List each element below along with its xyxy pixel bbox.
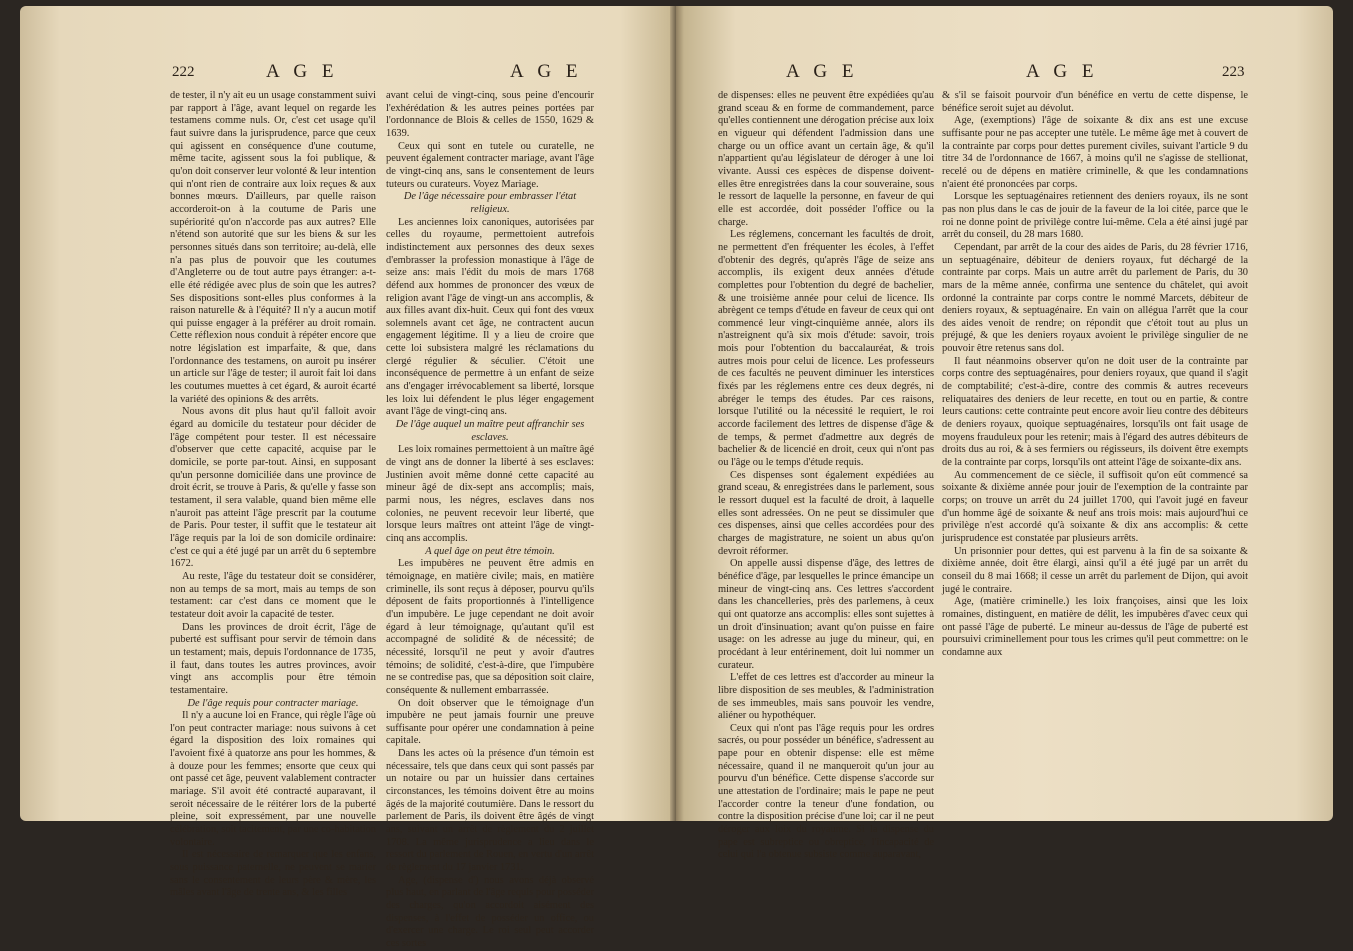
paragraph: & s'il se faisoit pourvoir d'un bénéfice en vertu de cette dispense, le bénéfice seroit sujet au dévolut. — [942, 90, 1248, 114]
paragraph: Ces dispenses sont également expédiées au grand sceau, & enregistrées dans le parlement, sous le ressort duquel est la faculté de droit, à laquelle elles sont adressées. On ne peut se dissimuler que ces dispenses, ainsi que celles accordées pour des charges de magistrature, ne soient un abus qu'on devroit réformer. — [718, 469, 934, 557]
open-book — [20, 6, 1333, 949]
paragraph: Age, (matière criminelle.) les loix françoises, ainsi que les loix romaines, distinguent, en matière de délit, les impubères d'avec ceux qui ont passé l'âge de puberté. Le mineur au-dessus de l'âge de puberté est poursuivi criminellement pour tous les crimes qu'il peut commettre: on le condamne aux — [942, 596, 1248, 658]
right-page-header — [676, 61, 1333, 88]
paragraph: Les anciennes loix canoniques, autorisées par celles du royaume, permettoient autrefois indistinctement aux personnes des deux sexes d'embrasser la profession monastique à l'âge de seize ans: mais l'édit du mois de mars 1768 défend aux hommes de prononcer des vœux de religion avant l'âge de vingt-un ans accomplis, & aux filles avant dix-huit. Ceux qui font des vœux solemnels avant cet âge, ne contractent aucun engagement légitime. Il y a lieu de croire que cette loi subsistera malgré les réclamations du clergé régulier & séculier. C'étoit une inconséquence de permettre à un enfant de seize ans d'engager irrévocablement sa liberté, lorsque les loix lui défendent le plus léger engagement avant l'âge de vingt-cinq ans. — [386, 216, 594, 418]
paragraph: Ceux qui sont en tutele ou curatelle, ne peuvent également contracter mariage, avant l'âge de vingt-cinq ans, sans le consentement de leurs tuteurs ou curateurs. Voyez Mariage. — [386, 140, 594, 190]
paragraph: Un prisonnier pour dettes, qui est parvenu à la fin de sa soixante & dixième année, doit être élargi, ainsi qu'il a été jugé par un arrêt du conseil du 8 mai 1668; il cesse un arrêt du parlement de Dijon, qui avoit jugé le contraire. — [942, 545, 1248, 595]
section-heading: De l'âge auquel un maître peut affranchir ses esclaves. — [395, 419, 585, 443]
paragraph: Il est nécessaire de remarquer que les enfans, sous puissance paternelle, ne peuvent se marier sans le consentement de leurs père & mère, les mâles avant l'âge de trente ans, & les filles — [170, 849, 376, 899]
right-page — [676, 6, 1333, 861]
paragraph: Cependant, par arrêt de la cour des aides de Paris, du 28 février 1716, un septuagénaire, débiteur de deniers royaux, fut déchargé de la contrainte par corps. Mais un autre arrêt du parlement de Paris, du 30 mars de la même année, confirma une sentence du châtelet, qui avoit ordonné la contrainte par corps contre le nommé Marcets, débiteur de deniers royaux, & septuagénaire. En vain on allégua l'arrêt que la cour des aides venoit de rendre; on répondit que c'étoit tout au plus un préjugé, & que les deniers royaux avoient le privilège singulier de ne pouvoir être retenus sans dol. — [942, 241, 1248, 355]
left-page — [20, 6, 676, 949]
running-head: A G E — [786, 61, 859, 82]
paragraph: Ceux qui n'ont pas l'âge requis pour les ordres sacrés, ou pour posséder un bénéfice, s'adressent au pape pour en obtenir dispense: elle est même nécessaire, quand il ne manqueroit qu'un jour au pourvu d'un bénéfice. Cette dispense s'accorde sur une attestation de l'ordinaire; mais le pape ne peut l'accorder contre la teneur d'une fondation, ou contre la disposition précise d'une loi; car il ne peut déroger aux loix du royaume. Si la dispense du pape est subreptice ou obreptice, l'incapacité de celui qui l'a obtenue subsiste comme auparavant, — [718, 722, 934, 861]
paragraph: Les impubères ne peuvent être admis en témoignage, en matière civile; mais, en matière criminelle, ils sont reçus à déposer, pourvu qu'ils déposent de faits proportionnés à l'intelligence d'un impubère. Le juge cependant ne doit avoir égard à leur témoignage, qu'autant qu'il est accompagné de solidité & de nécessité; de nécessité, lorsqu'il ne peut y avoir d'autres témoins; de solidité, c'est-à-dire, que l'impubère ne se contredise pas, que sa déposition soit claire, conséquente & nullement embarrassée. — [386, 558, 594, 696]
section-heading: De l'âge nécessaire pour embrasser l'état religieux. — [403, 191, 577, 215]
section-heading: De l'âge requis pour contracter mariage. — [187, 697, 359, 709]
page-number: 222 — [172, 64, 195, 80]
paragraph: L'effet de ces lettres est d'accorder au mineur la libre disposition de ses meubles, & l'administration de ses immeubles, mais sans pouvoir les vendre, aliéner ou hypothéquer. — [718, 672, 934, 722]
paragraph: Il n'y a aucune loi en France, qui règle l'âge où l'on peut contracter mariage: nous suivons à cet égard la disposition des loix romaines qui l'avoient fixé à quatorze ans pour les hommes, & à douze pour les femmes; ensorte que ceux qui ont passé cet âge, peuvent valablement contracter mariage. S'il avoit été contracté auparavant, il seroit nécessaire de le réitérer lors de la puberté pleine, soit expressément, par une nouvelle célébration, soit tacitement, par une co-habitation volontaire. — [170, 710, 376, 848]
paragraph: de dispenses: elles ne peuvent être expédiées qu'au grand sceau & en forme de commandement, parce qu'elles contiennent une dérogation précise aux loix en vigueur qui défendent l'admission dans une charge ou un office avant un certain âge, & qu'il n'appartient qu'au législateur de déroger à une loi vivante. Aussi ces espèces de dispense doivent-elles être enregistrées dans la cour souveraine, sous le ressort de laquelle la personne, en faveur de qui elle est accordée, doit posséder l'office ou la charge. — [718, 90, 934, 228]
paragraph: Dans les actes où la présence d'un témoin est nécessaire, tels que dans ceux qui sont passés par un notaire ou par un huissier dans certaines circonstances, les témoins doivent être au moins âgés de la majorité coutumière. Dans le ressort du parlement de Paris, ils doivent être âgés de vingt ans, suivant un arrêt de règlement du 2 juillet 1708. La même jurisprudence a lieu dans le ressort du parlement de Rouen, en vertu d'un arrêt de règlement du 17 janvier 1731. — [386, 748, 594, 874]
paragraph: Au commencement de ce siècle, il suffisoit qu'on eût commencé sa soixante & dixième année pour jouir de l'exemption de la contrainte par corps; on trouve un arrêt du 24 juillet 1700, qui l'avoit jugé en faveur d'un homme âgé de soixante & neuf ans trois mois: mais aujourd'hui ce privilège n'est accordé qu'à soixante & dix ans accomplis: & cette jurisprudence est constatée par plusieurs arrêts. — [942, 469, 1248, 544]
paragraph: On doit observer que le témoignage d'un impubère ne peut jamais fournir une preuve suffisante pour opérer une condamnation à peine capitale. — [386, 697, 594, 747]
text-column-left — [170, 90, 376, 899]
paragraph: Il faut néanmoins observer qu'on ne doit user de la contrainte par corps contre des septuagénaires, pour deniers royaux, que quand il s'agit de comptabilité; c'est-à-dire, contre des commis & autres receveurs reliquataires des deniers de leur recette, en tout ou en partie, & contre leurs cautions: cette contrainte peut encore avoir lieu contre des débiteurs de deniers royaux, quoique septuagénaires, lorsqu'ils ont fait usage de moyens frauduleux pour les retenir; mais à l'égard des autres débiteurs de droits dus au roi, & à ses fermiers ou régisseurs, ils doivent être exempts de la contrainte par corps, lorsqu'ils ont atteint l'âge de soixante-dix ans. — [942, 355, 1248, 469]
running-head: A G E — [510, 61, 583, 82]
paragraph: Age, (exemptions) l'âge de soixante & dix ans est une excuse suffisante pour ne pas accepter une tutèle. Le même âge met à couvert de la contrainte par corps pour dettes purement civiles, suivant l'article 9 du titre 34 de l'ordonnance de 1667, à moins qu'il ne s'agisse de stellionat, recelé ou de dépens en matière criminelle, & que les condamnations n'aient été prononcées par corps. — [942, 115, 1248, 190]
paragraph: Age, (dispense d') nous avons déjà observé plus haut, en parlant de l'âge requis pour posséder des charges, qu'on accordoit aisément des dispenses, à l'effet de posséder un office, ou d'exercer une charge. Le roi seul peut accorder ces sortes — [386, 874, 594, 949]
paragraph: Lorsque les septuagénaires retiennent des deniers royaux, ils ne sont pas non plus dans le cas de jouir de la faveur de la loi citée, parce que le roi ne donne point de privilège contre lui-même. Cela a été ainsi jugé par arrêt du conseil, du 28 mars 1680. — [942, 191, 1248, 241]
text-column-right — [386, 90, 594, 949]
paragraph: Dans les provinces de droit écrit, l'âge de puberté est suffisant pour servir de témoin dans un testament; mais, depuis l'ordonnance de 1735, il faut, dans toutes les autres provinces, avoir vingt ans accomplis pour être témoin testamentaire. — [170, 621, 376, 696]
paragraph: Au reste, l'âge du testateur doit se considérer, non au temps de sa mort, mais au temps de son testament: car c'est dans ce moment que le testateur doit avoir la capacité de tester. — [170, 570, 376, 620]
paragraph: avant celui de vingt-cinq, sous peine d'encourir l'exhérédation & les autres peines portées par l'ordonnance de Blois & celles de 1550, 1629 & 1639. — [386, 90, 594, 139]
left-page-header — [20, 61, 670, 88]
paragraph: Les réglemens, concernant les facultés de droit, ne permettent d'en fréquenter les écoles, à l'effet d'obtenir des degrés, qu'après l'âge de seize ans accomplis, ils exigent deux années d'étude complettes pour l'obtention du degré de bachelier, & une troisième année pour celui de licence. Ils abrègent ce temps d'étude en faveur de ceux qui ont commencé leur vingt-cinquième année, alors ils n'astreignent qu'à six mois d'étude: savoir, trois mois pour l'obtention du baccalauréat, & trois autres mois pour celui de licence. Les professeurs de ces facultés ne peuvent diminuer les interstices fixés par les réglemens entre ces deux degrés, ni abréger le temps des études. Par ces raisons, lorsque l'utilité ou la nécessité le requiert, le roi accorde facilement des lettres de dispense d'âge & de temps, & permet d'admettre aux degrés de bachelier & de licencié en droit, ceux qui n'ont pas ou l'âge ou le temps d'étude requis. — [718, 229, 934, 469]
text-column-left — [718, 90, 934, 861]
paragraph: Nous avons dit plus haut qu'il falloit avoir égard au domicile du testateur pour décider de l'âge compétent pour tester. Il est nécessaire d'observer que cette capacité, acquise par le domicile, se porte par-tout. Ainsi, en supposant qu'un personne domiciliée dans une province de droit écrit, se trouve à Paris, & qu'elle y fasse son testament, il sera valable, quand bien même elle n'auroit pas atteint l'âge prescrit par la coutume de Paris. Pour tester, il suffit que le testateur ait l'âge requis par la loi de son domicile ordinaire: c'est ce qui a été jugé par un arrêt du 6 septembre 1672. — [170, 406, 376, 570]
paragraph: On appelle aussi dispense d'âge, des lettres de bénéfice d'âge, par lesquelles le prince émancipe un mineur de vingt-cinq ans. Ces lettres s'accordent dans les chancelleries, près des parlemens, à ceux qui ont quatorze ans accomplis: elles sont sujettes à un droit d'insinuation; avant qu'on puisse en faire usage: on les adresse au juge du mineur, qui, en procédant à leur entérinement, doit lui nommer un curateur. — [718, 558, 934, 671]
running-head: A G E — [266, 61, 339, 82]
text-column-right — [942, 90, 1248, 820]
paragraph: de tester, il n'y ait eu un usage constamment suivi par rapport à l'âge, avant lequel on regarde les testamens comme nuls. Or, c'est cet usage qu'il faut suivre dans la jurisprudence, parce que ceux qui agissent en conséquence d'une coutume, même tacite, agissent sous la foi publique, & qu'on doit conserver leur volonté & leur intention qui n'ont rien de contraire aux loix reçues & aux bonnes mœurs. D'ailleurs, par quelle raison accorderoit-on à la coutume de Paris une supériorité qu'on n'accorde pas aux autres? Elle n'étend son autorité que sur les biens & sur les personnes situés dans son territoire; au-delà, elle n'a pas plus de pouvoir que les coutumes d'Angleterre ou de tout autre pays étranger: a-t-elle été rédigée avec plus de soin que les autres? Ses dispositions sont-elles plus conformes à la raison naturelle & à l'équité? Il n'y a aucun motif qui puisse engager à la préférer au droit romain. Cette réflexion nous conduit à répéter encore que notre législation est imparfaite, & que, dans l'ordonnance des testamens, on auroit pu insérer un article sur l'âge de tester; il auroit fait loi dans les coutumes muettes à cet égard, & auroit écarté la variété des opinions & des arrêts. — [170, 90, 376, 405]
paragraph: Les loix romaines permettoient à un maître âgé de vingt ans de donner la liberté à ses esclaves: Justinien avoit même donné cette capacité au mineur âgé de dix-sept ans accomplis; mais, parmi nous, les négres, esclaves dans nos colonies, ne peuvent recevoir leur liberté, que lorsque leurs maîtres ont atteint l'âge de vingt-cinq ans accomplis. — [386, 444, 594, 544]
section-heading: A quel âge on peut être témoin. — [425, 545, 555, 557]
running-head: A G E — [1026, 61, 1099, 82]
page-number: 223 — [1222, 64, 1245, 80]
